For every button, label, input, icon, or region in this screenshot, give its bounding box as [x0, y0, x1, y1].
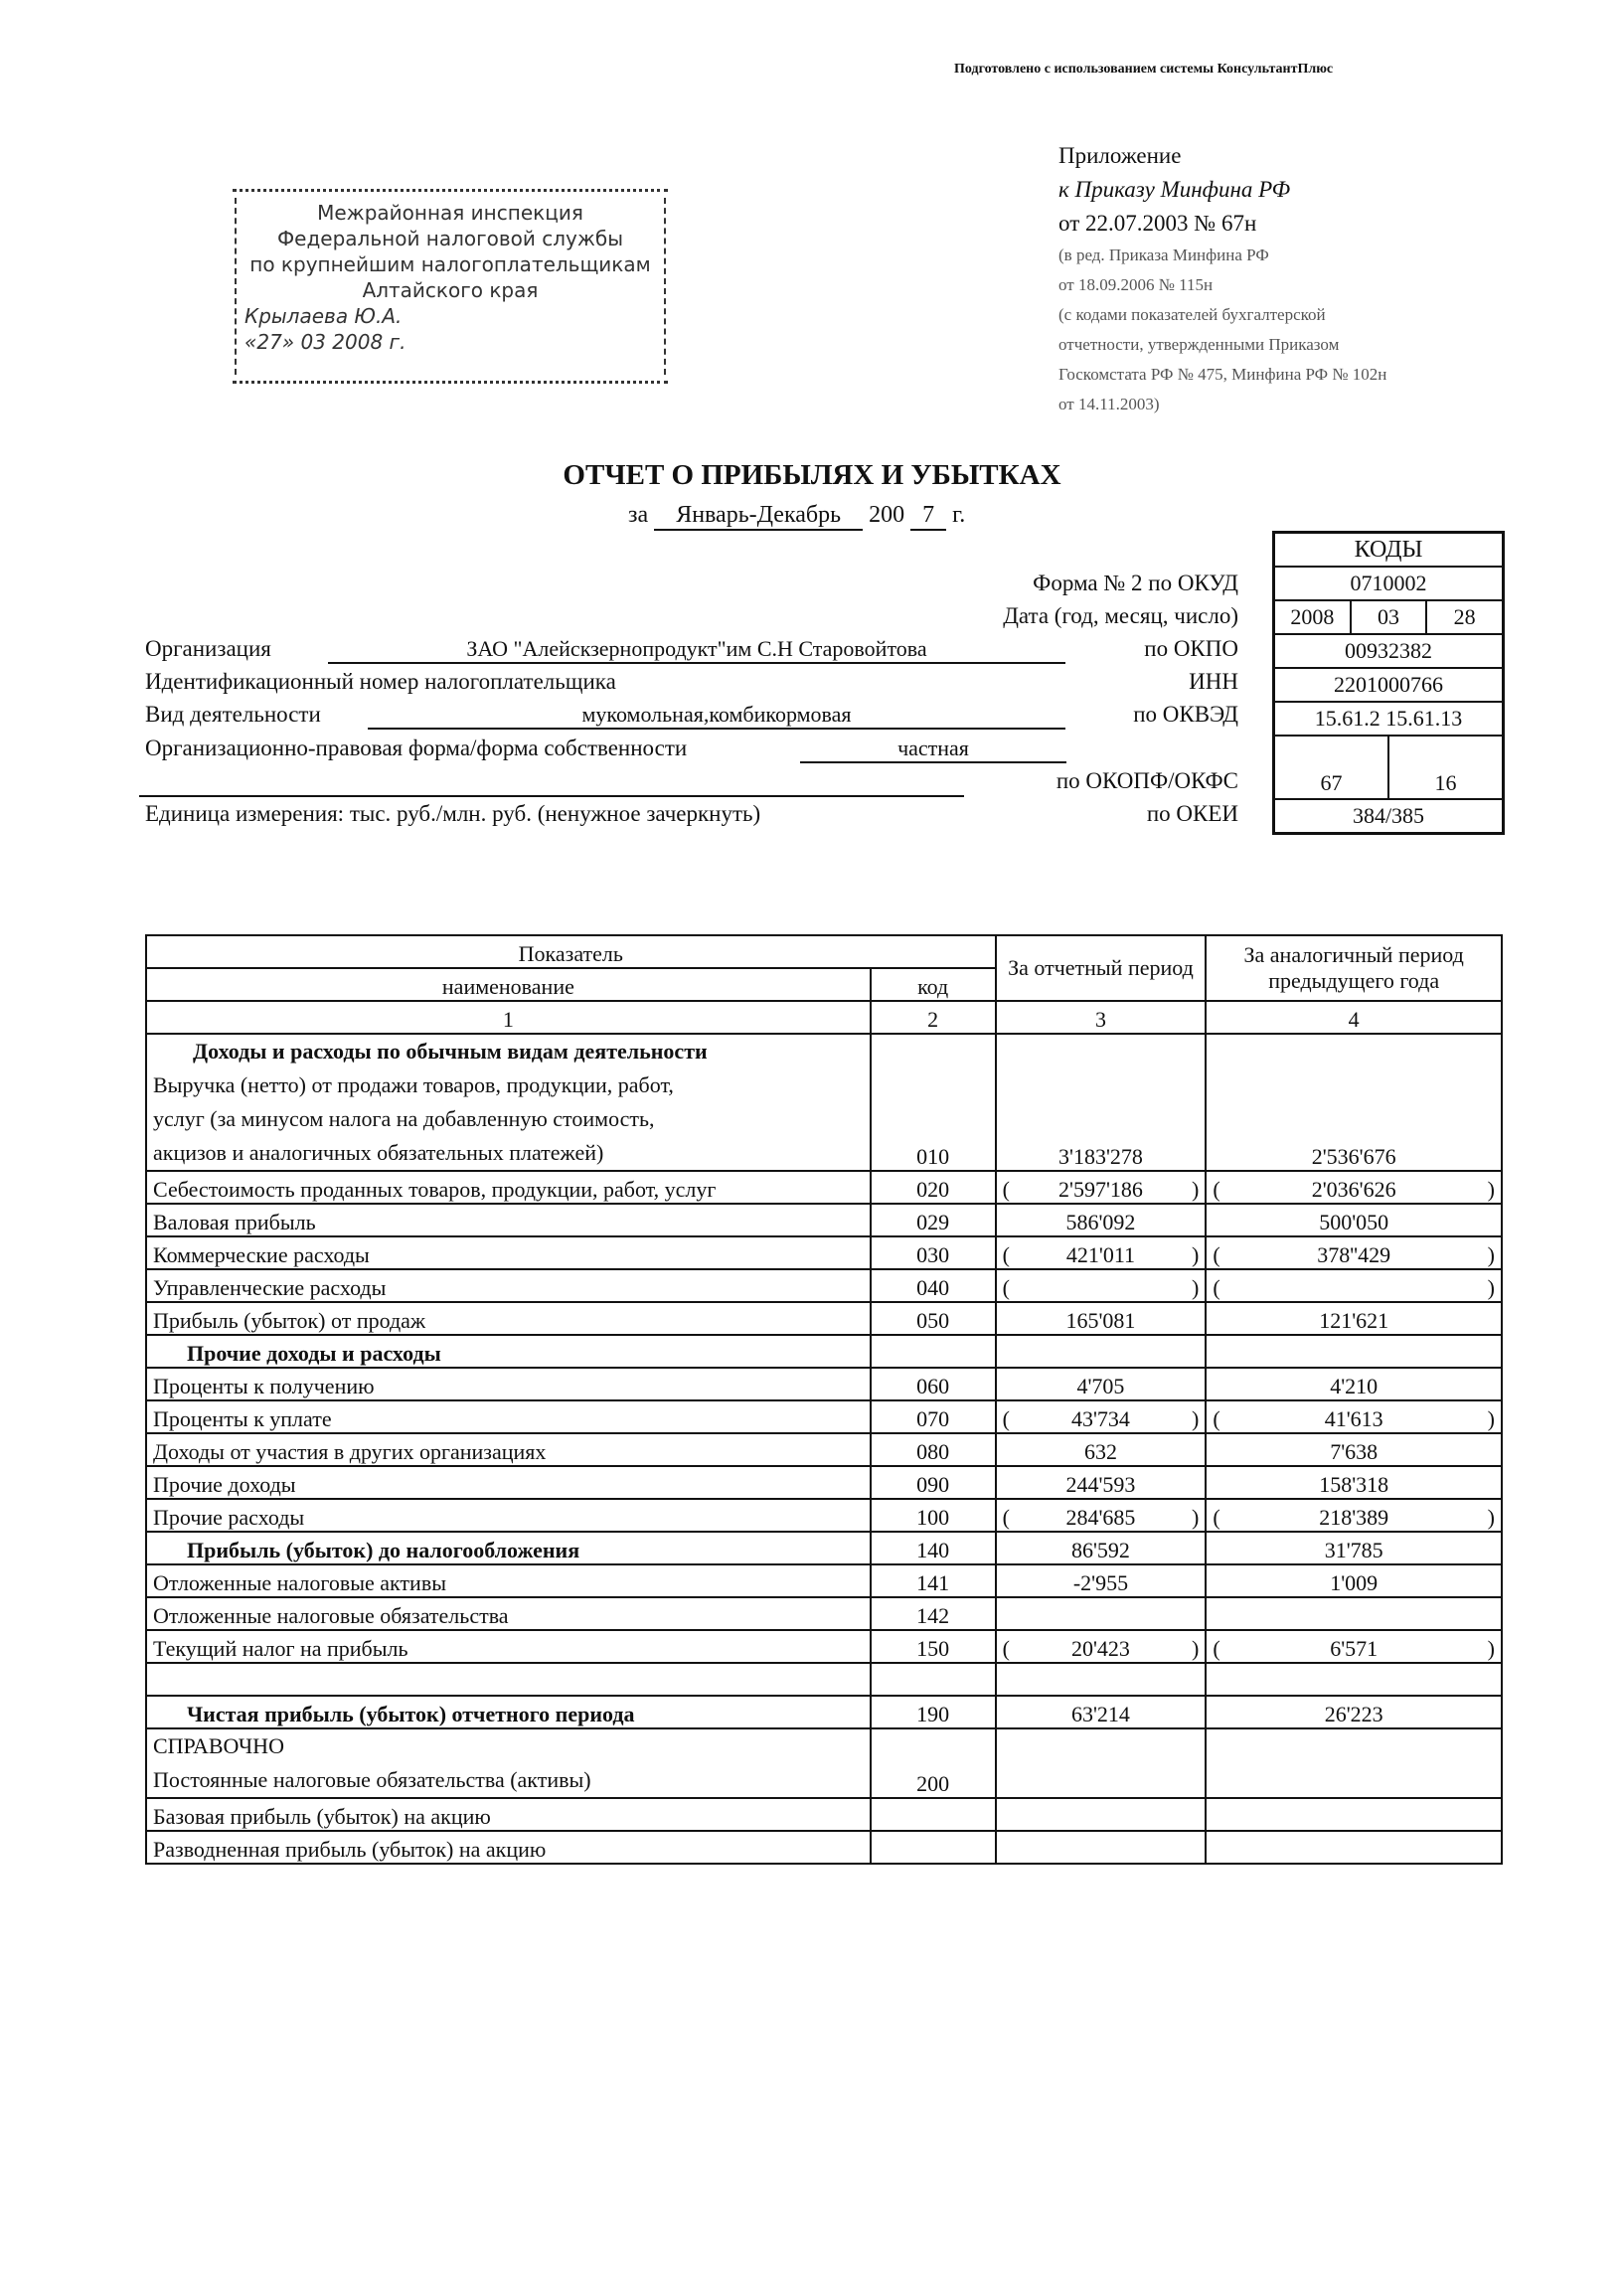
code-okopf-okfs	[1275, 735, 1502, 798]
code-date-month: 03	[1350, 601, 1426, 633]
row-current: 4'705	[996, 1368, 1207, 1400]
row-label: Базовая прибыль (убыток) на акцию	[146, 1798, 871, 1831]
row-label	[146, 1034, 871, 1171]
table-row	[146, 1400, 1502, 1433]
row-current: 244'593	[996, 1466, 1207, 1499]
stamp-line: Алтайского края	[362, 278, 539, 302]
table-row	[146, 1368, 1502, 1400]
row-code: 090	[871, 1466, 996, 1499]
row-code: 080	[871, 1433, 996, 1466]
row-current: ( 43'734 )	[996, 1400, 1207, 1433]
section-title: Прочие доходы и расходы	[146, 1335, 871, 1368]
period-year-prefix: 200	[869, 502, 905, 528]
row-code: 150	[871, 1630, 996, 1663]
code-okud: 0710002	[1275, 566, 1502, 599]
stamp-line: Межрайонная инспекция	[317, 201, 583, 225]
appendix-line: отчетности, утвержденными Приказом	[1058, 335, 1340, 354]
row-prev: ( 218'389 )	[1206, 1499, 1502, 1532]
row-prev: ( 6'571 )	[1206, 1630, 1502, 1663]
row-label: Текущий налог на прибыль	[146, 1630, 871, 1663]
ownership-value: частная	[800, 736, 1066, 763]
label-legal-form: Организационно-правовая форма/форма собственности	[145, 736, 688, 760]
row-code: 100	[871, 1499, 996, 1532]
row-current: 165'081	[996, 1302, 1207, 1335]
row-prev: ( )	[1206, 1269, 1502, 1302]
prepared-note: Подготовлено с использованием системы КонсультантПлюс	[954, 62, 1334, 77]
label-activity: Вид деятельности	[145, 702, 321, 727]
stamp-line: Федеральной налоговой службы	[276, 227, 624, 250]
row-label: Прочие доходы	[146, 1466, 871, 1499]
table-row	[146, 1532, 1502, 1564]
appendix-block	[1058, 139, 1386, 419]
label-okei: по ОКЕИ	[1146, 801, 1238, 826]
row-current: 632	[996, 1433, 1207, 1466]
row-label: Управленческие расходы	[146, 1269, 871, 1302]
row-label-line: Выручка (нетто) от продажи товаров, продукции, работ,	[153, 1072, 674, 1097]
report-period	[628, 502, 965, 531]
table-row	[146, 1433, 1502, 1466]
row-code: 010	[871, 1034, 996, 1171]
label-okopf: по ОКОПФ/ОКФС	[1056, 768, 1238, 793]
label-date: Дата (год, месяц, число)	[1003, 603, 1238, 628]
col-number: 3	[996, 1001, 1207, 1034]
row-current-value: 2'597'186	[1057, 1177, 1143, 1202]
row-prev-value: 218'389	[1319, 1505, 1389, 1530]
row-label: Проценты к уплате	[146, 1400, 871, 1433]
codes-header: КОДЫ	[1354, 536, 1423, 563]
tax-office-stamp	[233, 189, 668, 384]
head-code: код	[871, 968, 996, 1001]
row-label-line: услуг (за минусом налога на добавленную стоимость,	[153, 1106, 655, 1131]
row-code: 050	[871, 1302, 996, 1335]
appendix-line: (в ред. Приказа Минфина РФ	[1058, 246, 1269, 264]
row-prev: ( 2'036'626 )	[1206, 1171, 1502, 1204]
row-label: Чистая прибыль (убыток) отчетного периода	[146, 1696, 871, 1728]
row-current: 3'183'278	[996, 1034, 1207, 1171]
row-label	[146, 1728, 871, 1798]
code-okpo: 00932382	[1275, 633, 1502, 667]
col-number: 4	[1206, 1001, 1502, 1034]
stamp-signature: Крылаева Ю.А.	[244, 304, 403, 328]
row-code: 190	[871, 1696, 996, 1728]
row-current-value: 421'011	[1065, 1242, 1136, 1267]
row-prev-value: 41'613	[1324, 1406, 1383, 1431]
head-current: За отчетный период	[996, 935, 1207, 1001]
appendix-line: Госкомстата РФ № 475, Минфина РФ № 102н	[1058, 365, 1387, 384]
row-code: 029	[871, 1204, 996, 1236]
appendix-line: от 18.09.2006 № 115н	[1058, 275, 1214, 294]
appendix-line: от 22.07.2003 № 67н	[1058, 211, 1257, 236]
head-indicator: Показатель	[146, 935, 996, 968]
row-prev: 1'009	[1206, 1564, 1502, 1597]
row-label: Себестоимость проданных товаров, продукции, работ, услуг	[146, 1171, 871, 1204]
head-prev: За аналогичный период предыдущего года	[1206, 935, 1502, 1001]
row-current: -2'955	[996, 1564, 1207, 1597]
period-prefix: за	[628, 502, 649, 528]
table-section-row	[146, 1335, 1502, 1368]
row-code: 060	[871, 1368, 996, 1400]
row-code: 140	[871, 1532, 996, 1564]
appendix-line: (с кодами показателей бухгалтерской	[1058, 305, 1326, 324]
code-date	[1275, 599, 1502, 633]
row-prev: 121'621	[1206, 1302, 1502, 1335]
label-inn-full: Идентификационный номер налогоплательщика	[145, 669, 616, 694]
row-prev: 4'210	[1206, 1368, 1502, 1400]
table-row	[146, 1728, 1502, 1798]
row-prev-value: 6'571	[1330, 1636, 1379, 1661]
section-title: Доходы и расходы по обычным видам деятельности	[193, 1039, 708, 1064]
appendix-line: Приложение	[1058, 143, 1182, 168]
label-form: Форма № 2 по ОКУД	[1033, 571, 1238, 595]
row-label: Отложенные налоговые обязательства	[146, 1597, 871, 1630]
code-okfs: 16	[1387, 735, 1502, 798]
code-okved: 15.61.2 15.61.13	[1275, 701, 1502, 735]
row-prev-value: 378''429	[1317, 1242, 1391, 1267]
code-inn: 2201000766	[1275, 667, 1502, 701]
row-current: ( 284'685 )	[996, 1499, 1207, 1532]
table-row	[146, 1798, 1502, 1831]
report-title: ОТЧЕТ О ПРИБЫЛЯХ И УБЫТКАХ	[563, 459, 1061, 491]
row-code: 142	[871, 1597, 996, 1630]
appendix-line: к Приказу Минфина РФ	[1058, 177, 1291, 202]
row-code: 200	[871, 1728, 996, 1798]
appendix-line: от 14.11.2003)	[1058, 395, 1160, 413]
col-number: 2	[871, 1001, 996, 1034]
row-code: 141	[871, 1564, 996, 1597]
row-prev: 500'050	[1206, 1204, 1502, 1236]
table-number-row	[146, 1001, 1502, 1034]
table-row	[146, 1204, 1502, 1236]
row-current: ( 20'423 )	[996, 1630, 1207, 1663]
row-prev: 158'318	[1206, 1466, 1502, 1499]
head-name: наименование	[146, 968, 871, 1001]
blank-line	[139, 795, 964, 797]
row-code: 030	[871, 1236, 996, 1269]
table-row	[146, 1171, 1502, 1204]
organization-name: ЗАО "Алейскзернопродукт"им С.Н Старовойтова	[328, 636, 1065, 664]
table-row	[146, 1564, 1502, 1597]
table-row	[146, 1696, 1502, 1728]
codes-box	[1272, 531, 1505, 835]
row-current: ( )	[996, 1269, 1207, 1302]
label-organization: Организация	[145, 636, 271, 661]
row-label-line: Постоянные налоговые обязательства (активы)	[153, 1767, 591, 1792]
row-current: 86'592	[996, 1532, 1207, 1564]
row-label: Отложенные налоговые активы	[146, 1564, 871, 1597]
code-okopf: 67	[1320, 770, 1343, 795]
code-okei: 384/385	[1275, 798, 1502, 832]
table-row	[146, 1236, 1502, 1269]
label-inn: ИНН	[1189, 669, 1238, 694]
table-row	[146, 1499, 1502, 1532]
row-prev: ( 378''429 )	[1206, 1236, 1502, 1269]
stamp-date: «27» 03 2008 г.	[244, 330, 406, 354]
label-unit: Единица измерения: тыс. руб./млн. руб. (ненужное зачеркнуть)	[145, 801, 761, 826]
table-row	[146, 1630, 1502, 1663]
row-current-value: 20'423	[1070, 1636, 1130, 1661]
profit-loss-table	[145, 934, 1503, 1865]
code-date-day: 28	[1425, 601, 1502, 633]
row-current: 63'214	[996, 1696, 1207, 1728]
period-year-digit: 7	[910, 502, 946, 531]
table-row	[146, 1269, 1502, 1302]
row-code: 070	[871, 1400, 996, 1433]
row-current: 586'092	[996, 1204, 1207, 1236]
col-number: 1	[146, 1001, 871, 1034]
table-row	[146, 1466, 1502, 1499]
table-empty-row	[146, 1663, 1502, 1696]
table-row	[146, 1831, 1502, 1864]
stamp-line: по крупнейшим налогоплательщикам	[249, 252, 651, 276]
row-label: Коммерческие расходы	[146, 1236, 871, 1269]
row-prev-value: 2'036'626	[1311, 1177, 1396, 1202]
period-suffix: г.	[952, 502, 966, 528]
period-months: Январь-Декабрь	[654, 502, 863, 531]
row-label: Разводненная прибыль (убыток) на акцию	[146, 1831, 871, 1864]
activity-value: мукомольная,комбикормовая	[368, 702, 1065, 730]
row-current: ( 421'011 )	[996, 1236, 1207, 1269]
row-prev: 7'638	[1206, 1433, 1502, 1466]
table-row	[146, 1597, 1502, 1630]
reference-title: СПРАВОЧНО	[153, 1733, 284, 1758]
table-row	[146, 1302, 1502, 1335]
table-header-row	[146, 935, 1502, 968]
row-prev: 2'536'676	[1206, 1034, 1502, 1171]
row-label: Прибыль (убыток) от продаж	[146, 1302, 871, 1335]
row-prev: 31'785	[1206, 1532, 1502, 1564]
row-label: Прибыль (убыток) до налогообложения	[146, 1532, 871, 1564]
label-okved: по ОКВЭД	[1133, 702, 1238, 727]
row-label: Проценты к получению	[146, 1368, 871, 1400]
row-code: 040	[871, 1269, 996, 1302]
label-okpo: по ОКПО	[1144, 636, 1238, 661]
row-label: Прочие расходы	[146, 1499, 871, 1532]
row-current-value: 43'734	[1070, 1406, 1130, 1431]
row-label-line: акцизов и аналогичных обязательных платежей)	[153, 1140, 604, 1165]
row-current: ( 2'597'186 )	[996, 1171, 1207, 1204]
row-current-value: 284'685	[1065, 1505, 1136, 1530]
row-label: Валовая прибыль	[146, 1204, 871, 1236]
table-row	[146, 1034, 1502, 1171]
code-date-year: 2008	[1290, 604, 1335, 629]
row-label: Доходы от участия в других организациях	[146, 1433, 871, 1466]
row-prev: 26'223	[1206, 1696, 1502, 1728]
row-prev: ( 41'613 )	[1206, 1400, 1502, 1433]
row-code: 020	[871, 1171, 996, 1204]
